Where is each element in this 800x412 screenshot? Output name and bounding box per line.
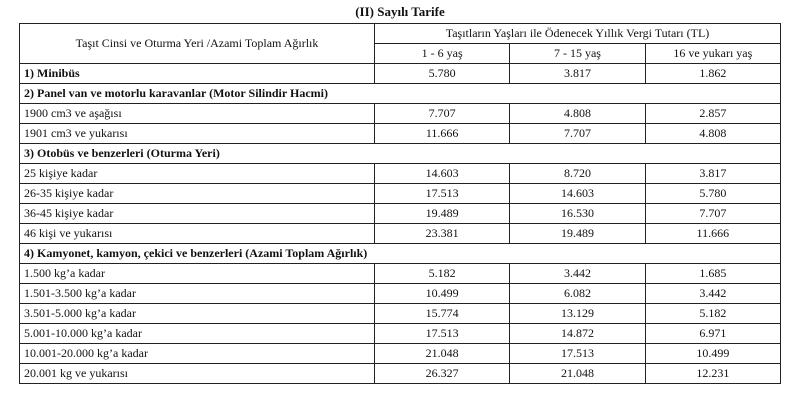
- table-cell: 11.666: [645, 224, 780, 244]
- table-row: [20, 204, 781, 224]
- table-cell: 2.857: [645, 104, 780, 124]
- row-label: 10.001-20.000 kg’a kadar: [20, 344, 375, 364]
- table-row: [20, 324, 781, 344]
- row-label: 1.500 kg’a kadar: [20, 264, 375, 284]
- table-cell: 5.780: [645, 184, 780, 204]
- table-cell: 5.182: [375, 264, 510, 284]
- table-row: [20, 304, 781, 324]
- table-row: [20, 164, 781, 184]
- section-header-row: [20, 84, 781, 104]
- table-cell: 21.048: [375, 344, 510, 364]
- table-cell: 3.442: [510, 264, 645, 284]
- table-cell: 3.817: [645, 164, 780, 184]
- table-cell: 3.817: [510, 64, 645, 84]
- section-header-row: [20, 244, 781, 264]
- table-cell: 10.499: [645, 344, 780, 364]
- table-cell: 6.971: [645, 324, 780, 344]
- section-header-row: [20, 144, 781, 164]
- header-age-16-plus: 16 ve yukarı yaş: [645, 44, 780, 64]
- table-row: [20, 284, 781, 304]
- section-title-bus: 3) Otobüs ve benzerleri (Oturma Yeri): [20, 144, 781, 164]
- row-label: 25 kişiye kadar: [20, 164, 375, 184]
- table-cell: 8.720: [510, 164, 645, 184]
- page-title: (II) Sayılı Tarife: [355, 4, 445, 19]
- table-row: [20, 224, 781, 244]
- tax-table: [19, 23, 781, 384]
- table-row: [20, 344, 781, 364]
- row-label: 1900 cm3 ve aşağısı: [20, 104, 375, 124]
- section-title-truck: 4) Kamyonet, kamyon, çekici ve benzerleri (Azami Toplam Ağırlık): [20, 244, 781, 264]
- table-row: [20, 264, 781, 284]
- table-cell: 3.442: [645, 284, 780, 304]
- table-cell: 11.666: [375, 124, 510, 144]
- table-row: [20, 124, 781, 144]
- table-cell: 17.513: [510, 344, 645, 364]
- row-label: 3.501-5.000 kg’a kadar: [20, 304, 375, 324]
- section-title-minibus: 1) Minibüs: [20, 64, 375, 84]
- table-row: [20, 364, 781, 384]
- row-label: 26-35 kişiye kadar: [20, 184, 375, 204]
- table-cell: 7.707: [645, 204, 780, 224]
- table-cell: 14.603: [510, 184, 645, 204]
- row-label: 20.001 kg ve yukarısı: [20, 364, 375, 384]
- header-age-1-6: 1 - 6 yaş: [375, 44, 510, 64]
- row-label: 36-45 kişiye kadar: [20, 204, 375, 224]
- table-cell: 16.530: [510, 204, 645, 224]
- table-cell: 10.499: [375, 284, 510, 304]
- table-cell: 7.707: [510, 124, 645, 144]
- table-cell: 4.808: [510, 104, 645, 124]
- table-row: [20, 104, 781, 124]
- table-cell: 5.182: [645, 304, 780, 324]
- table-cell: 21.048: [510, 364, 645, 384]
- table-cell: 12.231: [645, 364, 780, 384]
- header-tax-amount: Taşıtların Yaşları ile Ödenecek Yıllık Vergi Tutarı (TL): [375, 24, 781, 44]
- table-cell: 13.129: [510, 304, 645, 324]
- row-label: 1901 cm3 ve yukarısı: [20, 124, 375, 144]
- table-cell: 15.774: [375, 304, 510, 324]
- table-cell: 14.603: [375, 164, 510, 184]
- table-cell: 6.082: [510, 284, 645, 304]
- table-cell: 14.872: [510, 324, 645, 344]
- row-label: 46 kişi ve yukarısı: [20, 224, 375, 244]
- table-cell: 7.707: [375, 104, 510, 124]
- table-cell: 1.862: [645, 64, 780, 84]
- table-cell: 4.808: [645, 124, 780, 144]
- table-cell: 5.780: [375, 64, 510, 84]
- table-cell: 1.685: [645, 264, 780, 284]
- table-cell: 23.381: [375, 224, 510, 244]
- header-vehicle-type: Taşıt Cinsi ve Oturma Yeri /Azami Toplam Ağırlık: [20, 24, 375, 64]
- table-cell: 17.513: [375, 184, 510, 204]
- section-title-panel-van: 2) Panel van ve motorlu karavanlar (Motor Silindir Hacmi): [20, 84, 781, 104]
- table-row: [20, 64, 781, 84]
- table-cell: 19.489: [375, 204, 510, 224]
- row-label: 1.501-3.500 kg’a kadar: [20, 284, 375, 304]
- header-age-7-15: 7 - 15 yaş: [510, 44, 645, 64]
- table-row: [20, 184, 781, 204]
- table-cell: 19.489: [510, 224, 645, 244]
- row-label: 5.001-10.000 kg’a kadar: [20, 324, 375, 344]
- table-cell: 17.513: [375, 324, 510, 344]
- table-cell: 26.327: [375, 364, 510, 384]
